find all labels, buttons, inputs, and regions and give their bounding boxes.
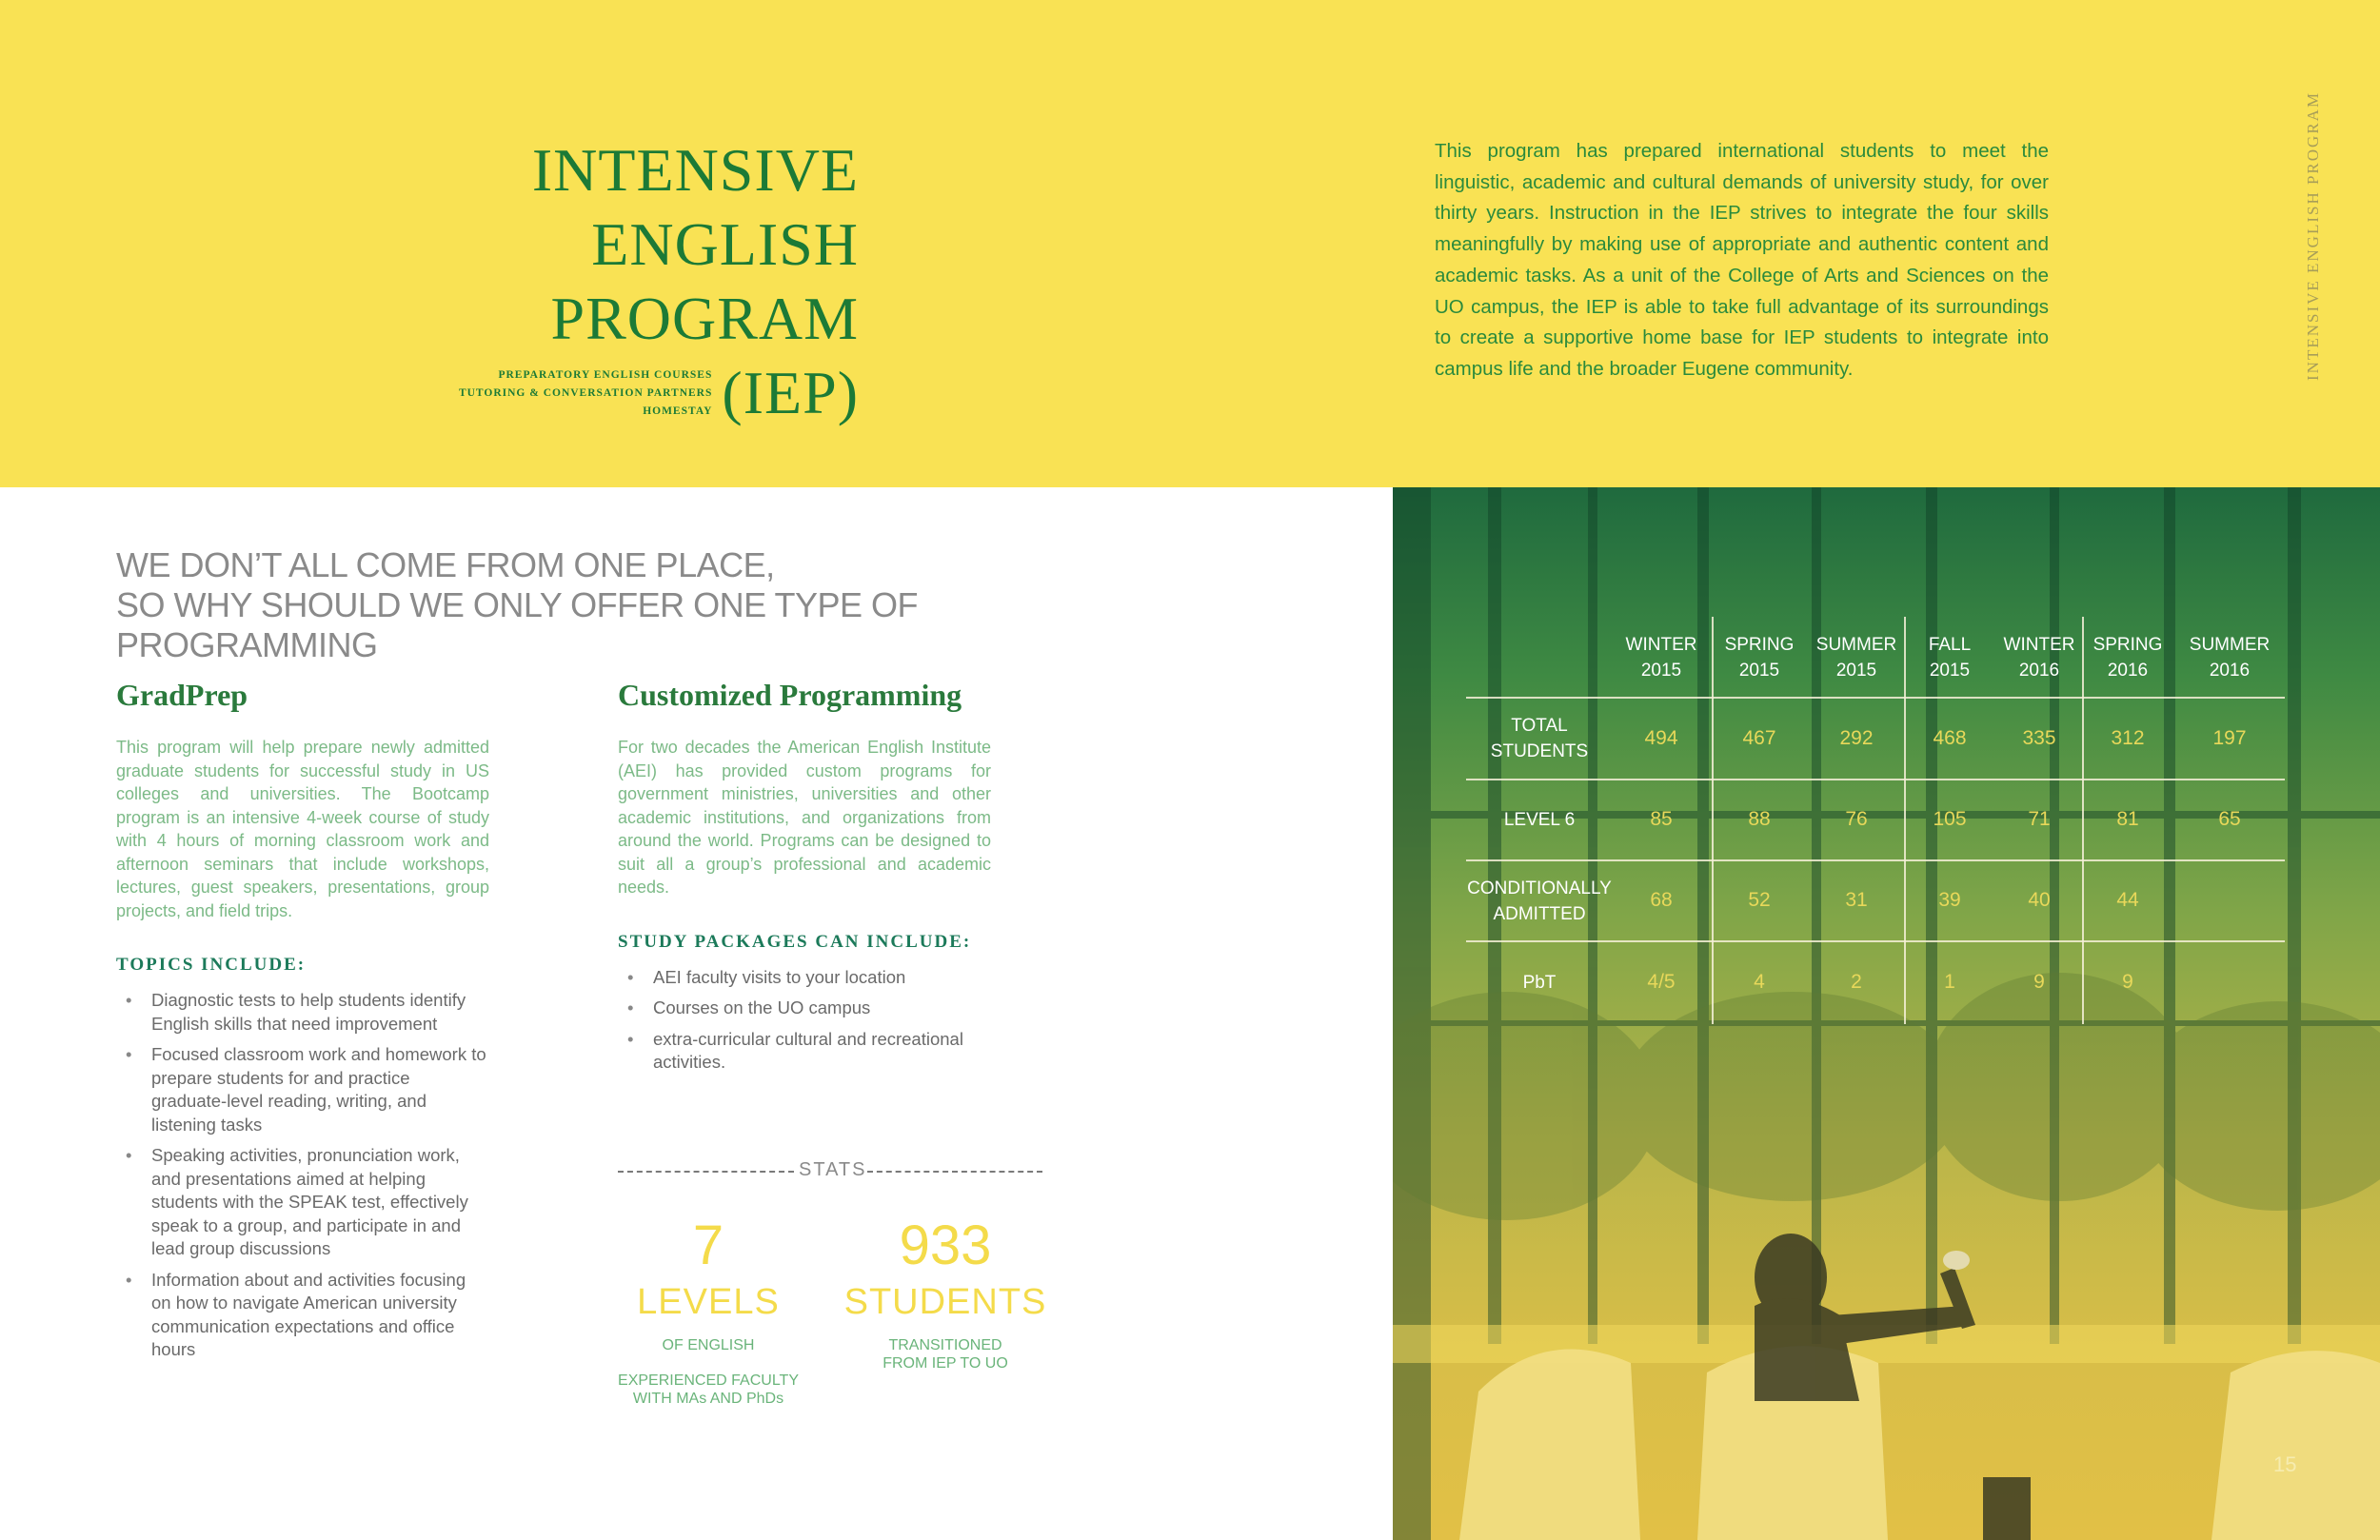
table-cell: 467	[1742, 727, 1776, 749]
column-header-line: 2015	[1738, 661, 1780, 681]
column-header	[1907, 632, 1993, 683]
list-item	[618, 997, 991, 1020]
table-rule	[1466, 779, 2285, 780]
list-item	[116, 1144, 489, 1261]
table-cell: 68	[1650, 889, 1673, 911]
table-cell: 85	[1650, 808, 1673, 830]
dashed-rule-left	[618, 1171, 794, 1173]
column-header	[2085, 632, 2171, 683]
customized-text: For two decades the American English Institute (AEI) has provided custom programs for government ministries, universities and other academic institutions, and organizations from around the world. Programs can be designed to suit all a group’s professional and academic needs.	[618, 738, 991, 897]
stat-levels-number: 7	[692, 1214, 724, 1276]
gradprep-text: This program will help prepare newly admitted graduate students for successful study in US colleges and universities. The Bootcamp program is an intensive 4-week course of study with 4 hours of morning classroom work and afternoon seminars that include workshops, lectures, guest speakers, presentations, group projects, and field trips.	[116, 738, 489, 920]
title-line-2: PROGRAM	[550, 285, 859, 352]
column-header	[1814, 632, 1899, 683]
stats-label: STATS	[799, 1159, 867, 1180]
column-header	[1618, 632, 1704, 683]
row-header-line: LEVEL 6	[1503, 810, 1576, 830]
table-divider	[2082, 617, 2084, 1024]
table-cell: 335	[2022, 727, 2056, 749]
topic-text: Speaking activities, pronunciation work, and presentations aimed at helping students with the SPEAK test, effectively speak to a group, and participate in and lead group discussions	[151, 1145, 468, 1258]
table-rule	[1466, 940, 2285, 942]
row-header-line: ADMITTED	[1493, 904, 1586, 924]
row-header	[1466, 970, 1613, 996]
stat-levels-note: OF ENGLISH	[662, 1337, 755, 1353]
column-header-line: FALL	[1928, 635, 1972, 655]
column-header	[1716, 632, 1802, 683]
table-cell: 76	[1845, 808, 1868, 830]
row-header-line: PbT	[1522, 973, 1557, 993]
topics-list	[116, 989, 489, 1362]
subitem-courses: PREPARATORY ENGLISH COURSES	[498, 369, 713, 381]
list-item	[618, 1028, 991, 1075]
column-header-line: SPRING	[2092, 635, 2163, 655]
table-rule	[1466, 697, 2285, 699]
column-header-line: SPRING	[1724, 635, 1795, 655]
stat-levels-unit: LEVELS	[637, 1282, 780, 1322]
package-text: Courses on the UO campus	[653, 997, 871, 1017]
row-header-line: STUDENTS	[1490, 741, 1589, 761]
title-line-1: INTENSIVE ENGLISH	[531, 136, 859, 278]
table-cell: 40	[2028, 889, 2051, 911]
bullet-icon: •	[627, 997, 634, 1017]
table-rule	[1466, 859, 2285, 861]
table-cell: 31	[1845, 889, 1868, 911]
column-header-line: SUMMER	[2189, 635, 2271, 655]
students-note-line-1: TRANSITIONED	[888, 1337, 1002, 1353]
list-item	[116, 1043, 489, 1136]
table-cell: 468	[1933, 727, 1967, 749]
bullet-icon: •	[627, 966, 634, 987]
customized-heading: Customized Programming	[618, 678, 962, 712]
side-title-text: INTENSIVE ENGLISH PROGRAM	[2304, 90, 2322, 381]
faculty-note-line-1: EXPERIENCED FACULTY	[618, 1372, 799, 1389]
faculty-note-line-2: WITH MAs AND PhDs	[632, 1391, 784, 1407]
students-note-line-2: FROM IEP TO UO	[883, 1355, 1008, 1372]
table-cell: 105	[1933, 808, 1967, 830]
topic-text: Information about and activities focusing on how to navigate American university communication expectations and office hours	[151, 1269, 466, 1359]
table-cell: 4/5	[1647, 971, 1676, 993]
stat-students	[841, 1216, 1050, 1372]
table-cell: 39	[1938, 889, 1961, 911]
subitem-homestay: HOMESTAY	[643, 405, 713, 417]
package-text: AEI faculty visits to your location	[653, 966, 906, 987]
table-cell: 52	[1748, 889, 1771, 911]
table-cell: 44	[2116, 889, 2139, 911]
bullet-icon: •	[126, 1145, 132, 1165]
package-text: extra-curricular cultural and recreational activities.	[653, 1028, 963, 1072]
bullet-icon: •	[627, 1028, 634, 1049]
table-cell: 197	[2212, 727, 2247, 749]
gradprep-heading: GradPrep	[116, 678, 248, 712]
title-abbrev: (IEP)	[722, 359, 859, 426]
column-header-line: 2016	[2209, 661, 2251, 681]
stat-students-note	[841, 1336, 1050, 1372]
list-item	[116, 1269, 489, 1362]
column-header-line: 2015	[1835, 661, 1877, 681]
topic-text: Diagnostic tests to help students identify English skills that need improvement	[151, 990, 466, 1034]
intro-paragraph: This program has prepared international students to meet the linguistic, academic and cultural demands of university study, for over thirty years. Instruction in the IEP strives to integrate the four skills meaningfully by making use of appropriate and authentic content and academic tasks. As a unit of the College of Arts and Sciences on the UO campus, the IEP is able to take full advantage of its surroundings to create a supportive home base for IEP students to integrate into campus life and the broader Eugene community.	[1435, 140, 2049, 380]
table-cell: 312	[2111, 727, 2145, 749]
subitem-tutoring: TUTORING & CONVERSATION PARTNERS	[458, 387, 713, 399]
dashed-rule-right	[867, 1171, 1042, 1173]
table-cell: 1	[1944, 971, 1955, 993]
topics-heading: TOPICS INCLUDE:	[116, 955, 307, 975]
table-cell: 9	[2033, 971, 2045, 993]
page-number: 15	[2273, 1452, 2297, 1476]
column-header-line: 2016	[2107, 661, 2149, 681]
row-header	[1466, 807, 1613, 833]
table-divider	[1712, 617, 1714, 1024]
table-cell: 4	[1754, 971, 1765, 993]
row-header	[1466, 876, 1613, 927]
bullet-icon: •	[126, 1044, 132, 1064]
topic-text: Focused classroom work and homework to prepare students for and practice graduate-level reading, writing, and listening tasks	[151, 1044, 486, 1135]
row-header	[1466, 713, 1613, 764]
stat-levels	[604, 1216, 813, 1408]
bullet-icon: •	[126, 990, 132, 1010]
table-cell: 292	[1839, 727, 1874, 749]
table-cell: 65	[2218, 808, 2241, 830]
gradprep-section	[116, 678, 489, 1370]
bullet-icon: •	[126, 1269, 132, 1290]
list-item	[618, 966, 991, 990]
row-header-line: CONDITIONALLY	[1467, 879, 1612, 898]
table-cell: 2	[1851, 971, 1862, 993]
program-title	[286, 133, 859, 430]
stats-divider	[618, 1159, 1042, 1184]
packages-list	[618, 966, 991, 1075]
table-cell: 71	[2028, 808, 2051, 830]
program-subitems	[459, 366, 712, 430]
table-cell: 9	[2122, 971, 2133, 993]
column-header-line: 2016	[2018, 661, 2060, 681]
enrollment-table	[1466, 617, 2285, 1024]
packages-heading: STUDY PACKAGES CAN INCLUDE:	[618, 931, 972, 952]
stat-students-unit: STUDENTS	[843, 1282, 1047, 1322]
column-header-line: 2015	[1929, 661, 1971, 681]
column-header-line: 2015	[1640, 661, 1682, 681]
section-headline	[116, 545, 1049, 665]
table-cell: 494	[1644, 727, 1678, 749]
stat-faculty-note	[604, 1372, 813, 1408]
column-header-line: SUMMER	[1815, 635, 1897, 655]
table-cell: 81	[2116, 808, 2139, 830]
stat-students-number: 933	[899, 1214, 992, 1276]
column-header-line: WINTER	[1625, 635, 1697, 655]
list-item	[116, 989, 489, 1036]
customized-section	[618, 678, 991, 1082]
headline-line-2: SO WHY SHOULD WE ONLY OFFER ONE TYPE OF PROGRAMMING	[116, 585, 918, 664]
table-divider	[1904, 617, 1906, 1024]
column-header	[1996, 632, 2082, 683]
column-header-line: WINTER	[2003, 635, 2075, 655]
column-header	[2187, 632, 2272, 683]
row-header-line: TOTAL	[1511, 716, 1568, 736]
table-cell: 88	[1748, 808, 1771, 830]
headline-line-1: WE DON’T ALL COME FROM ONE PLACE,	[116, 545, 775, 584]
